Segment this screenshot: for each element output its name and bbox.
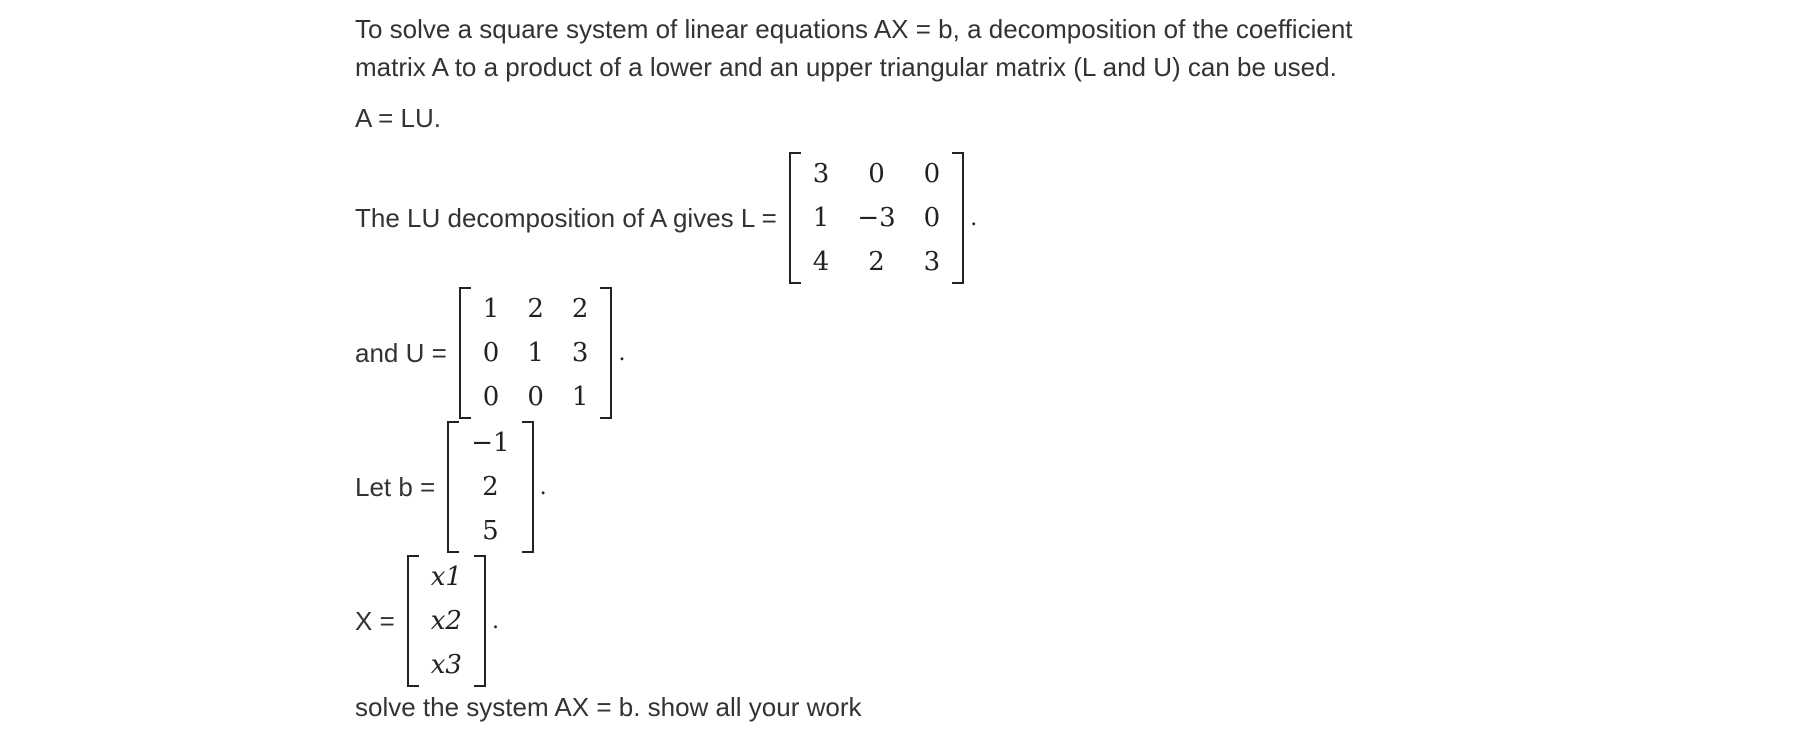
matrix-cell: 0 xyxy=(527,382,544,412)
matrix-cell: 0 xyxy=(482,338,500,368)
matrix-cell: 0 xyxy=(482,382,500,412)
matrix-cell: 2 xyxy=(868,247,885,277)
u-matrix-label: and U = xyxy=(355,337,447,368)
instruction-text: solve the system AX = b. show all your work xyxy=(355,692,862,722)
vector-cell: 2 xyxy=(482,472,499,502)
u-matrix xyxy=(459,287,613,419)
l-matrix-label: The LU decomposition of A gives L = xyxy=(355,202,777,233)
matrix-cell: 3 xyxy=(812,159,830,189)
intro-line-2: matrix A to a product of a lower and an upper triangular matrix (L and U) can be used. xyxy=(355,52,1337,82)
matrix-cell: 2 xyxy=(571,294,589,324)
u-matrix-row xyxy=(355,287,625,419)
b-vector-row xyxy=(355,421,547,553)
l-matrix-period: . xyxy=(970,205,978,231)
b-vector-label: Let b = xyxy=(355,471,436,502)
matrix-cell: −3 xyxy=(857,203,896,233)
vector-cell: 5 xyxy=(482,516,499,546)
matrix-cell: 1 xyxy=(527,338,544,368)
matrix-cell: 3 xyxy=(571,338,589,368)
x-vector xyxy=(407,555,486,687)
x-vector-period: . xyxy=(491,608,499,634)
lu-equation: A = LU. xyxy=(355,103,441,133)
vector-cell: −1 xyxy=(471,428,510,458)
matrix-cell: 1 xyxy=(482,294,500,324)
x-vector-row xyxy=(355,555,499,687)
l-matrix-row xyxy=(355,152,977,284)
matrix-cell: 4 xyxy=(812,247,830,277)
matrix-cell: 1 xyxy=(571,382,589,412)
b-vector-period: . xyxy=(539,474,547,500)
matrix-cell: 2 xyxy=(527,294,544,324)
matrix-cell: 0 xyxy=(923,203,941,233)
matrix-cell: 0 xyxy=(868,159,885,189)
b-vector xyxy=(447,421,533,553)
vector-cell: x1 xyxy=(430,562,462,592)
matrix-cell: 0 xyxy=(923,159,941,189)
matrix-cell: 3 xyxy=(923,247,941,277)
x-vector-label: X = xyxy=(355,605,395,636)
matrix-cell: 1 xyxy=(812,203,830,233)
intro-line-1: To solve a square system of linear equations AX = b, a decomposition of the coefficient xyxy=(355,14,1353,44)
u-matrix-period: . xyxy=(618,340,626,366)
vector-cell: x2 xyxy=(430,606,462,636)
vector-cell: x3 xyxy=(430,650,462,680)
l-matrix xyxy=(789,152,964,284)
